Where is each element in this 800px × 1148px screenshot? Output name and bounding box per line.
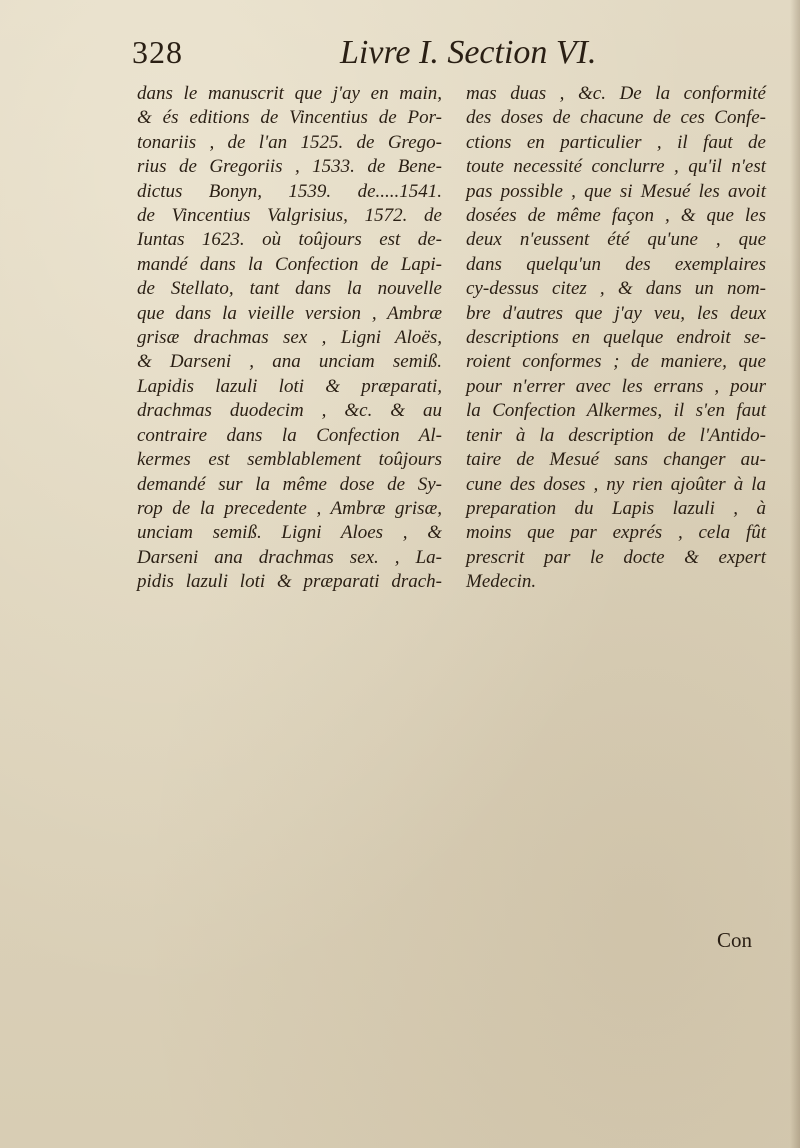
text-line: unciam semiß. Ligni Aloes , & xyxy=(137,522,442,544)
page-edge-shadow xyxy=(790,0,800,1148)
text-line: cune des doses , ny rien ajoûter à la xyxy=(466,473,766,495)
text-line: descriptions en quelque endroit se- xyxy=(466,327,766,349)
text-line: cy-dessus citez , & dans un nom- xyxy=(466,278,766,300)
text-line: moins que par exprés , cela fût xyxy=(466,522,766,544)
text-line: prescrit par le docte & expert xyxy=(466,546,766,568)
text-line: roient conformes ; de maniere, que xyxy=(466,351,766,373)
text-line: ctions en particulier , il faut de xyxy=(466,131,766,153)
catchword: Con xyxy=(717,928,753,952)
text-line: drachmas duodecim , &c. & au xyxy=(137,400,442,422)
text-line: toute necessité conclurre , qu'il n'est xyxy=(466,156,766,178)
text-line: dosées de même façon , & que les xyxy=(466,205,766,227)
text-line: Iuntas 1623. où toûjours est de- xyxy=(137,229,442,251)
text-line: contraire dans la Confection Al- xyxy=(137,424,442,446)
text-line: pour n'errer avec les errans , pour xyxy=(466,375,766,397)
text-line: Darseni ana drachmas sex. , La- xyxy=(137,546,442,568)
page-header xyxy=(132,34,772,84)
text-line: pas possible , que si Mesué les avoit xyxy=(466,180,766,202)
text-line: & Darseni , ana unciam semiß. xyxy=(137,351,442,373)
text-line: pidis lazuli loti & præparati drach- xyxy=(137,571,442,593)
text-line: mandé dans la Confection de Lapi- xyxy=(137,253,442,275)
text-line: rius de Gregoriis , 1533. de Bene- xyxy=(137,156,442,178)
page-number: 328 xyxy=(132,34,183,70)
text-line: que dans la vieille version , Ambræ xyxy=(137,302,442,324)
text-line: kermes est semblablement toûjours xyxy=(137,449,442,471)
text-line: deux n'eussent été qu'une , que xyxy=(466,229,766,251)
text-line: la Confection Alkermes, il s'en faut xyxy=(466,400,766,422)
text-line: dans quelqu'un des exemplaires xyxy=(466,253,766,275)
text-line: de Stellato, tant dans la nouvelle xyxy=(137,278,442,300)
text-line: demandé sur la même dose de Sy- xyxy=(137,473,442,495)
text-line: Medecin. xyxy=(466,571,537,593)
right-text-column xyxy=(466,82,766,595)
running-title: Livre I. Section VI. xyxy=(340,34,597,71)
text-line: rop de la precedente , Ambræ grisæ, xyxy=(137,497,442,519)
text-line: & és editions de Vincentius de Por- xyxy=(137,107,442,129)
text-line: mas duas , &c. De la conformité xyxy=(466,83,766,104)
text-line: taire de Mesué sans changer au- xyxy=(466,449,766,471)
text-line: grisæ drachmas sex , Ligni Aloës, xyxy=(137,327,442,349)
text-line: bre d'autres que j'ay veu, les deux xyxy=(466,302,766,324)
text-line: Lapidis lazuli loti & præparati, xyxy=(137,375,442,397)
text-line: tenir à la description de l'Antido- xyxy=(466,424,766,446)
text-line: des doses de chacune de ces Confe- xyxy=(466,107,766,129)
text-line: tonariis , de l'an 1525. de Grego- xyxy=(137,131,442,153)
text-line: dictus Bonyn, 1539. de.....1541. xyxy=(137,180,442,202)
text-line: dans le manuscrit que j'ay en main, xyxy=(137,83,442,104)
text-line: preparation du Lapis lazuli , à xyxy=(466,497,766,519)
left-text-column xyxy=(137,82,442,595)
text-line: de Vincentius Valgrisius, 1572. de xyxy=(137,205,442,227)
